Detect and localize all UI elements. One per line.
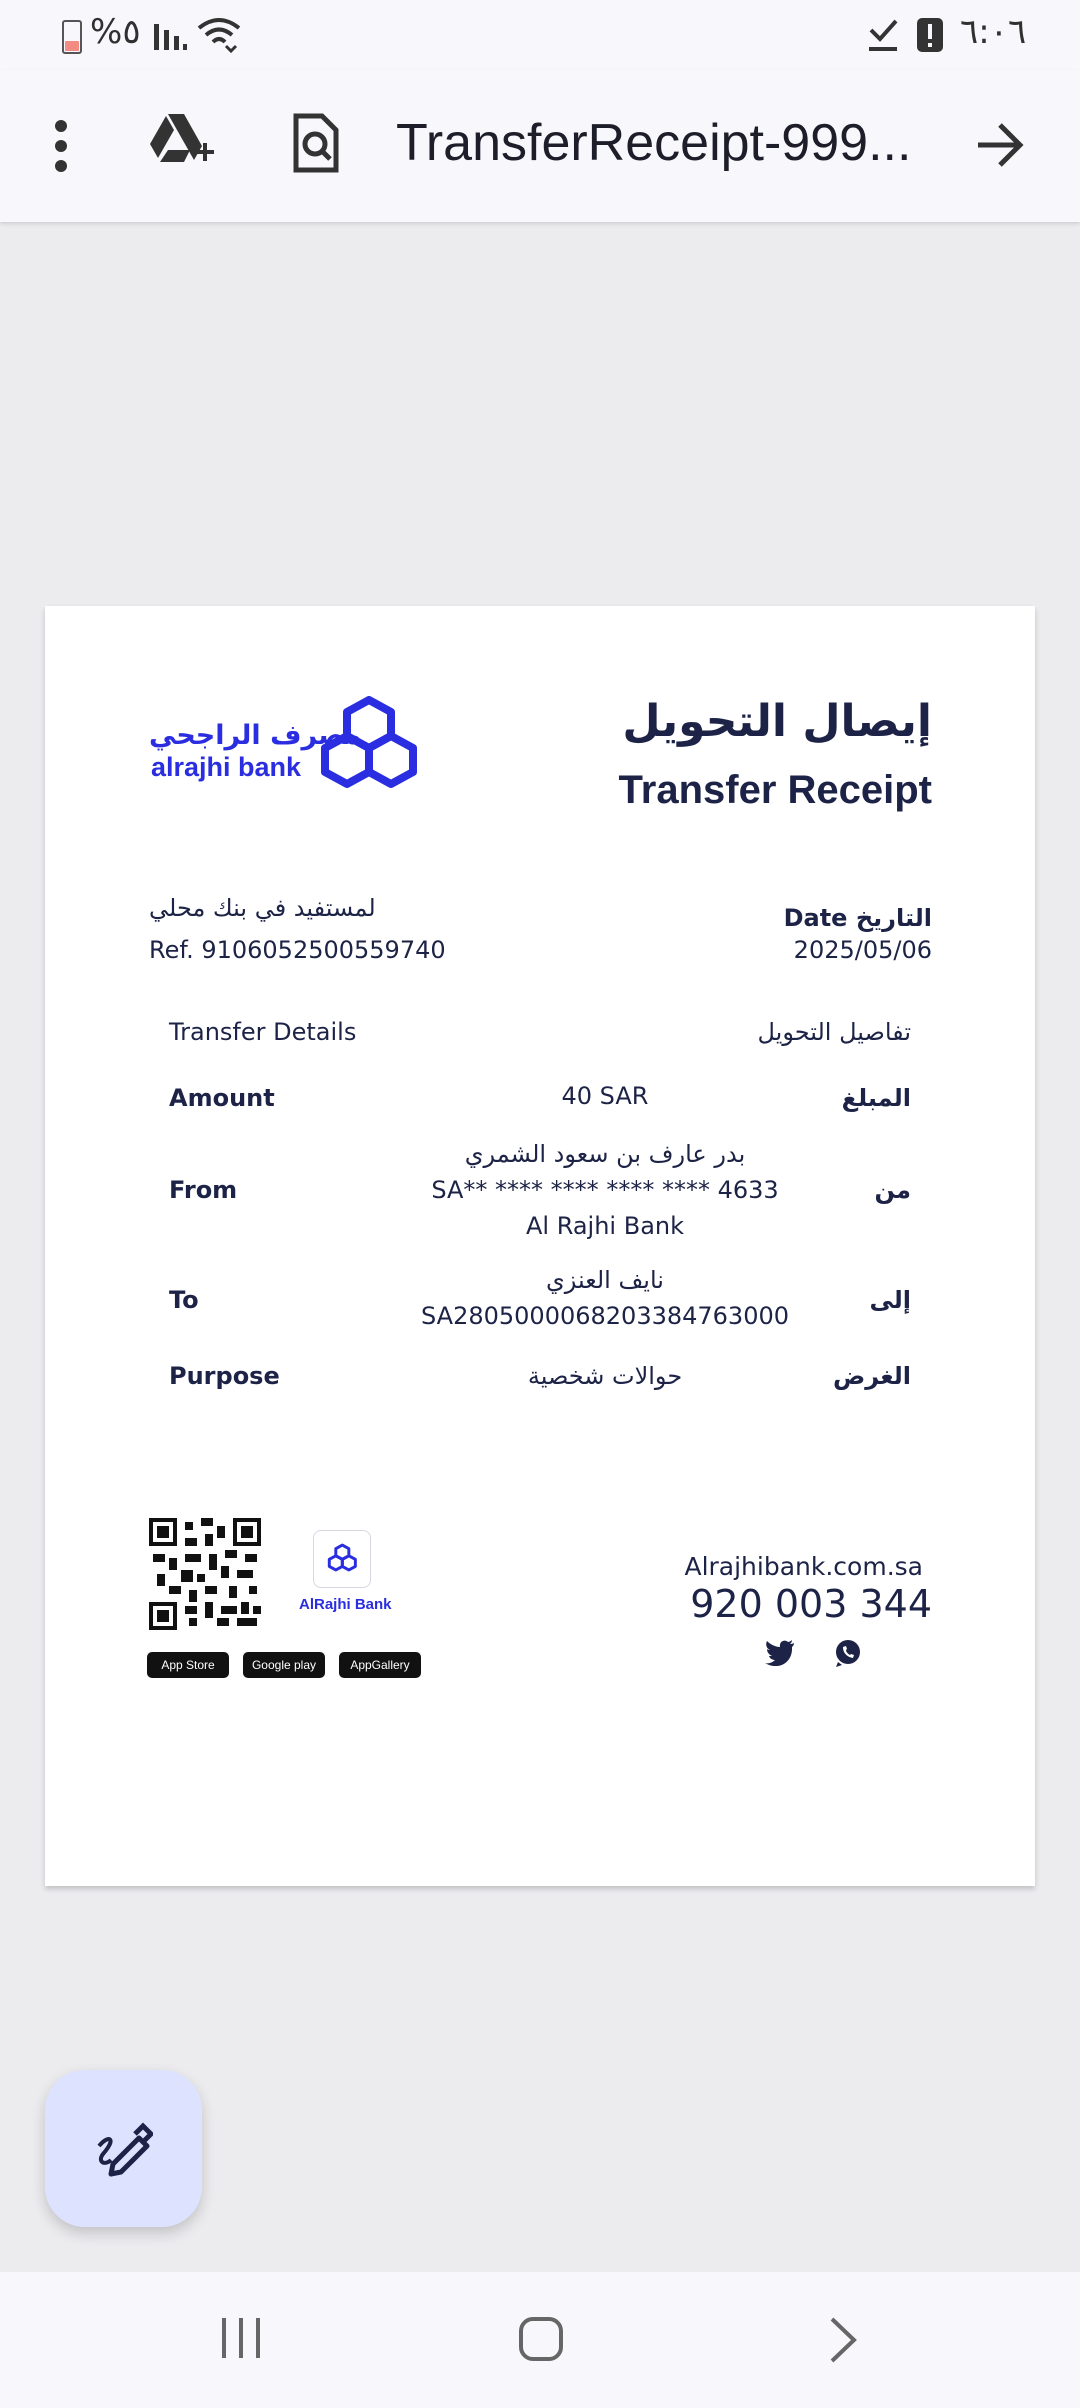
document-title: TransferReceipt-999... <box>396 114 912 172</box>
clock: ٦:٠٦ <box>960 12 1027 52</box>
reference-number: Ref. 9106052500559740 <box>149 936 446 964</box>
title-ar: إيصال التحويل <box>622 696 932 747</box>
more-vert-icon[interactable] <box>46 116 76 176</box>
purpose-label-en: Purpose <box>169 1362 280 1390</box>
edit-fab-button[interactable] <box>45 2070 202 2227</box>
app-store-badge <box>147 1652 229 1678</box>
qr-code <box>149 1518 261 1630</box>
signal-icon <box>152 18 188 52</box>
to-label-en: To <box>169 1286 199 1314</box>
receipt-page <box>45 606 1035 1886</box>
purpose-label-ar: الغرض <box>833 1362 911 1390</box>
title-en: Transfer Receipt <box>618 768 932 812</box>
amount-label-ar: المبلغ <box>841 1084 911 1112</box>
app-gallery-badge <box>339 1652 421 1678</box>
app-label: AlRajhi Bank <box>299 1596 392 1613</box>
google-play-label: Google play <box>251 1658 317 1672</box>
details-header-en: Transfer Details <box>169 1018 357 1046</box>
amount-label-en: Amount <box>169 1084 275 1112</box>
website: Alrajhibank.com.sa <box>684 1552 923 1581</box>
wifi-icon <box>196 14 242 54</box>
amount-value: 40 SAR <box>561 1082 649 1110</box>
download-done-icon <box>866 16 900 54</box>
edit-pen-icon <box>95 2120 153 2178</box>
from-label-en: From <box>169 1176 238 1204</box>
battery-icon <box>62 20 82 54</box>
to-name: نايف العنزي <box>546 1266 664 1294</box>
app-tile <box>313 1530 371 1588</box>
twitter-icon <box>765 1640 795 1666</box>
alert-icon <box>916 16 944 54</box>
whatsapp-icon <box>833 1638 863 1668</box>
phone-number: 920 003 344 <box>690 1582 932 1626</box>
google-play-badge <box>243 1652 325 1678</box>
date-label: Date التاريخ <box>783 904 932 932</box>
date-value: 2025/05/06 <box>793 936 932 964</box>
alrajhi-logo-icon <box>317 696 421 796</box>
details-header-ar: تفاصيل التحويل <box>757 1018 911 1046</box>
alrajhi-app-icon <box>314 1531 370 1587</box>
doc-search-icon[interactable] <box>290 112 342 174</box>
beneficiary-type: لمستفيد في بنك محلي <box>149 894 376 922</box>
to-label-ar: إلى <box>869 1286 911 1314</box>
battery-percent: %٥ <box>90 12 141 52</box>
from-name: بدر عارف بن سعود الشمري <box>464 1140 746 1168</box>
recents-icon[interactable] <box>220 2316 262 2360</box>
arrow-forward-icon[interactable] <box>974 120 1026 170</box>
status-bar <box>0 0 1080 70</box>
app-bar <box>0 70 1080 222</box>
app-gallery-label: AppGallery <box>350 1658 410 1672</box>
from-account: SA** **** **** **** **** 4633 <box>431 1176 779 1204</box>
system-nav-bar <box>0 2272 1080 2408</box>
bank-name-ar: مصرف الراجحي <box>149 720 362 751</box>
purpose-value: حوالات شخصية <box>527 1362 683 1390</box>
drive-add-icon[interactable] <box>148 112 214 172</box>
to-iban: SA2805000068203384763000 <box>420 1302 790 1330</box>
app-store-label: App Store <box>161 1658 215 1672</box>
bank-name-en: alrajhi bank <box>151 752 302 782</box>
back-icon[interactable] <box>828 2316 858 2364</box>
from-bank: Al Rajhi Bank <box>525 1212 685 1240</box>
from-label-ar: من <box>874 1176 911 1204</box>
home-icon[interactable] <box>518 2316 564 2362</box>
